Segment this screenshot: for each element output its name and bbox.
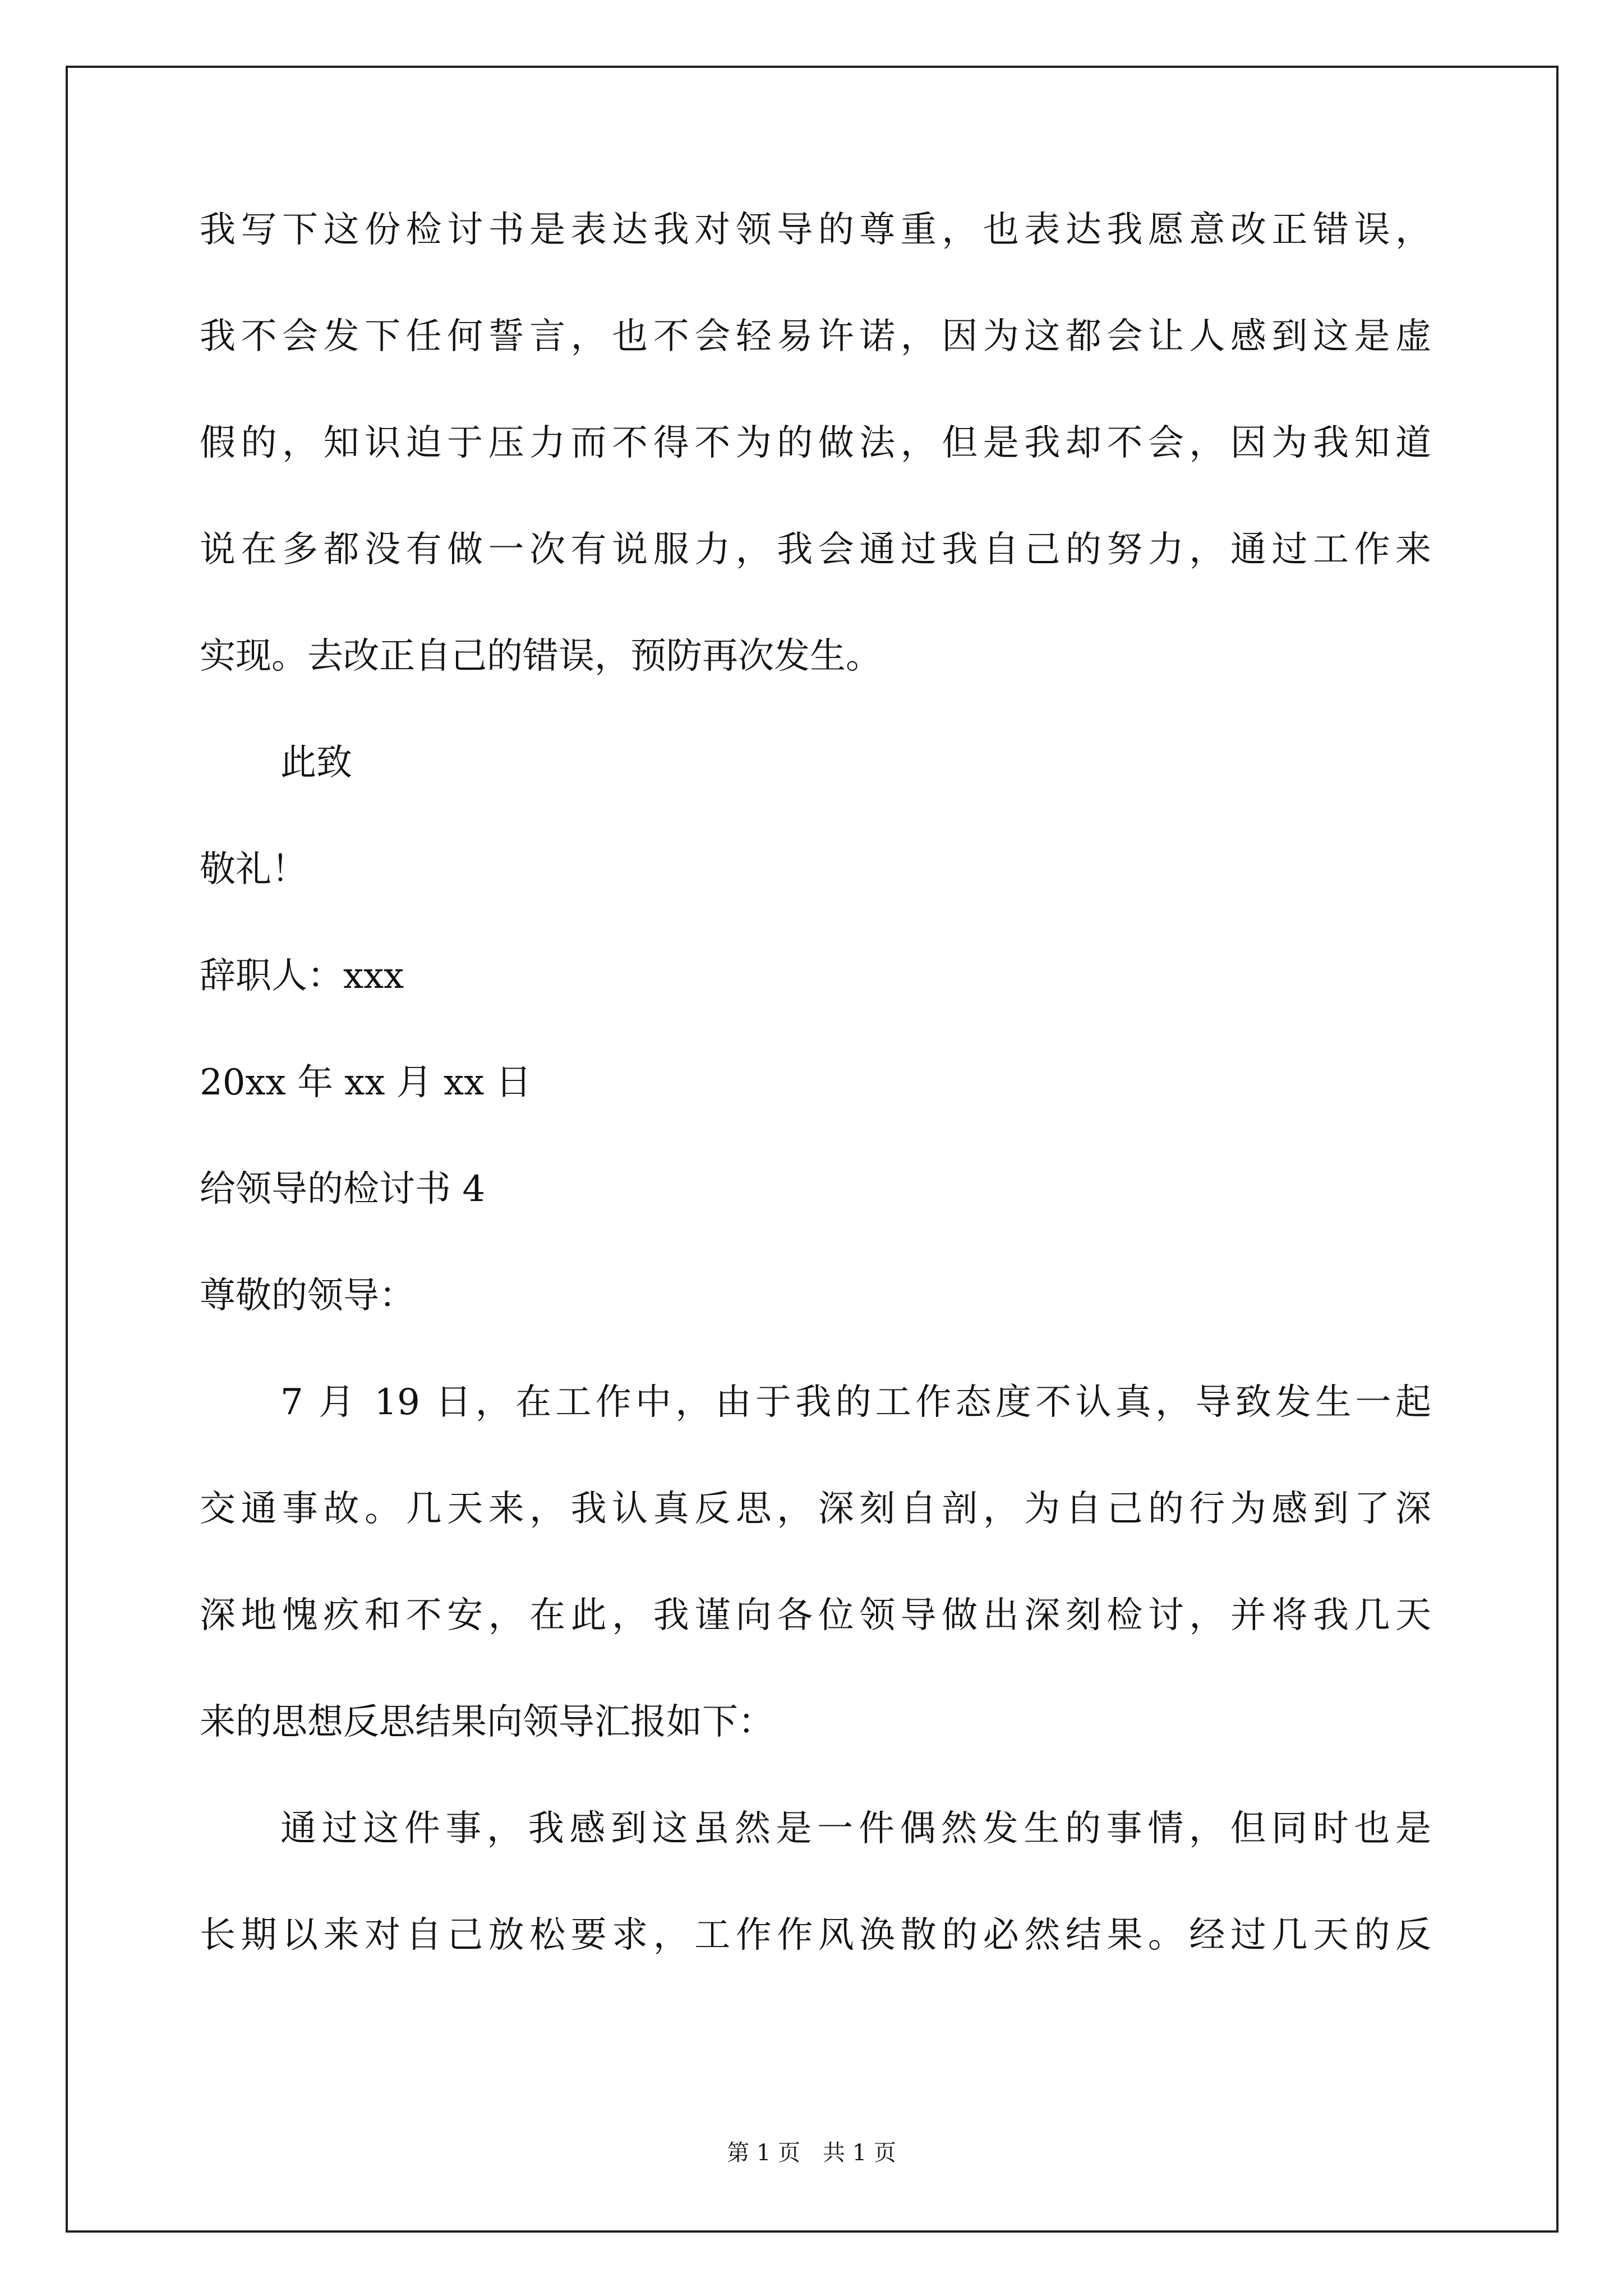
body-line: 我写下这份检讨书是表达我对领导的尊重，也表达我愿意改正错误， [200,209,1431,251]
closing-salutation: 此致 [280,742,352,784]
body-line: 来的思想反思结果向领导汇报如下： [200,1701,774,1743]
section-title: 给领导的检讨书 4 [200,1168,486,1210]
body-line: 实现。去改正自己的错误，预防再次发生。 [200,636,882,677]
body-line: 7 月 19 日，在工作中，由于我的工作态度不认真，导致发生一起 [280,1382,1431,1423]
closing-regards: 敬礼！ [200,849,307,890]
page-border [66,66,1559,2233]
body-line: 深地愧疚和不安，在此，我谨向各位领导做出深刻检讨，并将我几天 [200,1595,1431,1636]
body-line: 说在多都没有做一次有说服力，我会通过我自己的努力，通过工作来 [200,529,1431,570]
page-number: 第 1 页 [727,2140,800,2166]
body-line: 我不会发下任何誓言，也不会轻易许诺，因为这都会让人感到这是虚 [200,316,1431,357]
page-footer [0,2137,1623,2169]
body-line: 长期以来对自己放松要求，工作作风涣散的必然结果。经过几天的反 [200,1915,1431,1956]
signature-line: 辞职人：xxx [200,955,404,997]
greeting: 尊敬的领导： [200,1275,415,1317]
page-total: 共 1 页 [823,2140,896,2166]
body-line: 交通事故。几天来，我认真反思，深刻自剖，为自己的行为感到了深 [200,1488,1431,1530]
body-line: 通过这件事，我感到这虽然是一件偶然发生的事情，但同时也是 [280,1808,1431,1849]
body-line: 假的，知识迫于压力而不得不为的做法，但是我却不会，因为我知道 [200,422,1431,464]
date-line: 20xx 年 xx 月 xx 日 [200,1062,532,1103]
